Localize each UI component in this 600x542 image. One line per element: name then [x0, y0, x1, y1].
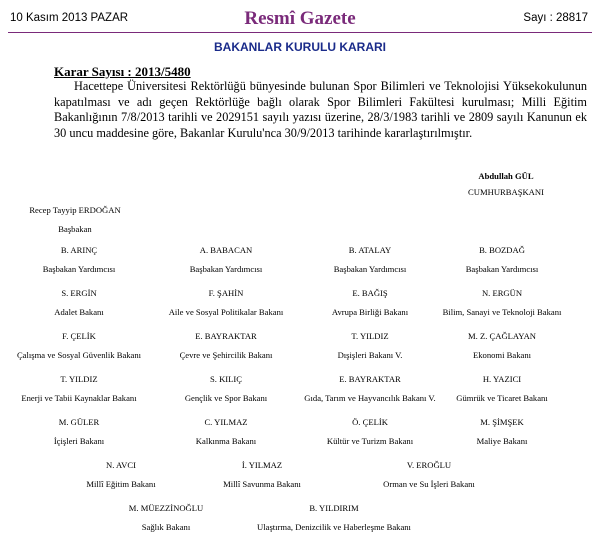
signature-name: F. ÇELİK	[62, 331, 96, 341]
signature-row6-3	[334, 458, 524, 491]
signature-name: Recep Tayyip ERDOĞAN	[29, 205, 121, 215]
signature-title: Millî Savunma Bakanı	[223, 479, 301, 489]
signature-title: Başbakan Yardımcısı	[189, 264, 263, 274]
decision-title: BAKANLAR KURULU KARARI	[214, 40, 386, 54]
signature-title: Ulaştırma, Denizcilik ve Haberleşme Bakanı	[257, 522, 411, 532]
signature-title: Çalışma ve Sosyal Güvenlik Bakanı	[16, 350, 142, 360]
signature-title: CUMHURBAŞKANI	[468, 187, 544, 197]
signature-prime-minister	[0, 203, 170, 236]
signature-president	[411, 169, 600, 199]
signature-name: M. GÜLER	[58, 417, 100, 427]
signature-title: Ekonomi Bakanı	[473, 350, 531, 360]
signature-title: Çevre ve Şehircilik Bakanı	[179, 350, 273, 360]
signature-name: M. MÜEZZİNOĞLU	[128, 503, 204, 513]
signature-title: Kültür ve Turizm Bakanı	[326, 436, 414, 446]
header-rule	[8, 32, 592, 33]
signature-name: T. YILDIZ	[351, 331, 389, 341]
signature-name: B. ATALAY	[348, 245, 392, 255]
signature-row1-4	[407, 243, 597, 276]
signature-title: Gümrük ve Ticaret Bakanı	[456, 393, 548, 403]
signature-title: İçişleri Bakanı	[53, 436, 105, 446]
signature-name: Ö. ÇELİK	[352, 417, 388, 427]
signature-title: Başbakan Yardımcısı	[333, 264, 407, 274]
signature-name: C. YILMAZ	[204, 417, 248, 427]
signature-name: M. Z. ÇAĞLAYAN	[468, 331, 536, 341]
signature-name: İ. YILMAZ	[241, 460, 283, 470]
signature-name: E. BAYRAKTAR	[195, 331, 257, 341]
signature-title: Sağlık Bakanı	[141, 522, 191, 532]
signature-title: Dışişleri Bakanı V.	[337, 350, 403, 360]
signature-name: E. BAĞIŞ	[352, 288, 388, 298]
signature-name: B. ARINÇ	[60, 245, 98, 255]
signature-name: Abdullah GÜL	[478, 171, 534, 181]
issue-number: Sayı : 28817	[523, 12, 588, 24]
signature-name: N. AVCI	[106, 460, 136, 470]
signature-name: E. BAYRAKTAR	[339, 374, 401, 384]
signature-title: Aile ve Sosyal Politikalar Bakanı	[168, 307, 284, 317]
signature-name: T. YILDIZ	[60, 374, 98, 384]
signature-title: Millî Eğitim Bakanı	[86, 479, 156, 489]
signature-title: Maliye Bakanı	[476, 436, 528, 446]
signature-name: B. YILDIRIM	[309, 503, 359, 513]
signature-name: M. ŞİMŞEK	[480, 417, 524, 427]
signature-name: H. YAZICI	[482, 374, 522, 384]
signature-title: Enerji ve Tabii Kaynaklar Bakanı	[21, 393, 137, 403]
signature-title: Gençlik ve Spor Bakanı	[184, 393, 268, 403]
signature-row4-4	[407, 372, 597, 405]
signature-name: N. ERGÜN	[481, 288, 523, 298]
signature-title: Gıda, Tarım ve Hayvancılık Bakanı V.	[304, 393, 436, 403]
signature-title: Başbakan	[58, 224, 92, 234]
gazette-title: Resmî Gazete	[244, 8, 356, 29]
decision-body: Hacettepe Üniversitesi Rektörlüğü bünyesinde bulunan Spor Bilimleri ve Teknolojisi Yüksekokulunun kapatılması ve adı geçen Rektörlüğe bağlı olarak Spor Bilimleri Fakültesi kurulması; Milli Eğitim Bakanlığının 7/8/2013 tarihli ve 2029151 sayılı yazısı üzerine, 28/3/1983 tarihli ve 2809 sayılı Kanunun ek 30 uncu maddesine göre, Bakanlar Kurulu'nca 30/9/2013 tarihinde kararlaştırılmıştır.	[54, 79, 587, 140]
signature-title: Başbakan Yardımcısı	[465, 264, 539, 274]
signature-row7-1	[71, 501, 261, 534]
signature-name: A. BABACAN	[199, 245, 253, 255]
signature-row3-4	[407, 329, 597, 362]
signature-title: Avrupa Birliği Bakanı	[331, 307, 409, 317]
signature-name: F. ŞAHİN	[208, 288, 244, 298]
signature-name: V. EROĞLU	[406, 460, 452, 470]
signature-title: Kalkınma Bakanı	[195, 436, 257, 446]
signature-row7-2	[239, 501, 429, 534]
decision-number: Karar Sayısı : 2013/5480	[54, 64, 191, 79]
signature-title: Adalet Bakanı	[54, 307, 104, 317]
signature-title: Orman ve Su İşleri Bakanı	[383, 479, 475, 489]
signature-name: B. BOZDAĞ	[479, 245, 525, 255]
signature-title: Bilim, Sanayi ve Teknoloji Bakanı	[442, 307, 562, 317]
signature-row5-4	[407, 415, 597, 448]
signature-name: S. KILIÇ	[210, 374, 242, 384]
signature-row6-2	[167, 458, 357, 491]
signature-name: S. ERGİN	[61, 288, 97, 298]
signature-row2-4	[407, 286, 597, 319]
header-date: 10 Kasım 2013 PAZAR	[10, 12, 129, 24]
signature-title: Başbakan Yardımcısı	[42, 264, 116, 274]
